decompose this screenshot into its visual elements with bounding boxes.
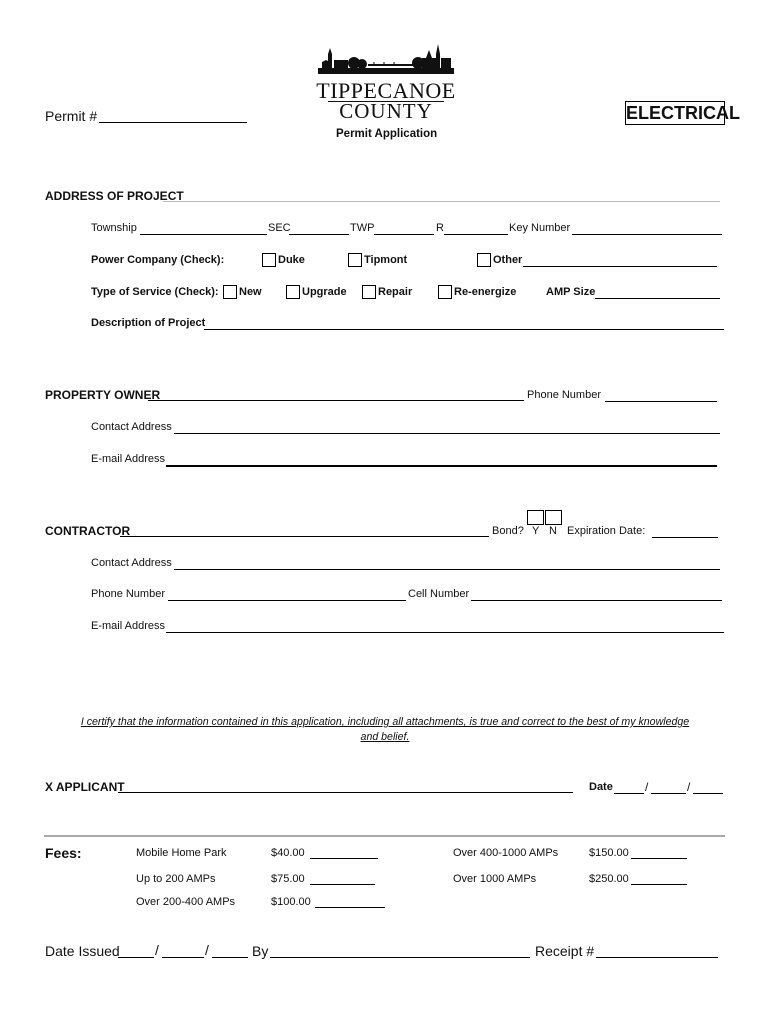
amp-size-field[interactable] [595,298,720,299]
bond-label: Bond? [492,525,524,537]
fee-desc-200-400: Over 200-400 AMPs [136,896,236,908]
bond-yes-checkbox[interactable] [527,510,544,525]
owner-heading: PROPERTY OWNER [45,388,161,402]
receipt-field[interactable] [596,957,718,958]
key-number-label: Key Number [509,222,571,234]
contractor-cell-field[interactable] [471,600,722,601]
checkbox-duke[interactable] [262,253,276,267]
fee-desc-200: Up to 200 AMPs [136,873,216,885]
amp-size-label: AMP Size [546,286,596,298]
sec-label: SEC [268,222,291,234]
checkbox-new[interactable] [223,285,237,299]
checkbox-upgrade[interactable] [286,285,300,299]
fee-desc-mobile-home: Mobile Home Park [136,847,227,859]
fee-desc-1000: Over 1000 AMPs [453,873,537,885]
permit-number-field[interactable] [99,122,247,123]
option-tipmont: Tipmont [364,254,408,266]
fee-amount-400-1000: $150.00 [589,847,629,859]
date-issued-month[interactable] [118,957,154,958]
checkbox-repair[interactable] [362,285,376,299]
county-logo [314,44,458,123]
option-repair: Repair [378,286,413,298]
certification-line1: I certify that the information contained in this application, including all attachments, is true and correct to the best of my knowledge [80,716,690,728]
twp-field[interactable] [374,234,434,235]
project-heading: ADDRESS OF PROJECT [45,189,184,203]
date-issued-label: Date Issued [45,943,120,959]
contractor-contact-field[interactable] [174,569,720,570]
key-number-field[interactable] [572,234,722,235]
applicant-date-month[interactable] [614,793,644,794]
owner-contact-field[interactable] [174,433,720,434]
fee-desc-400-1000: Over 400-1000 AMPs [453,847,559,859]
option-duke: Duke [278,254,305,266]
fee-field-400-1000[interactable] [631,858,687,859]
project-address-field[interactable] [163,201,720,202]
page-subtitle: Permit Application [336,128,438,140]
description-label: Description of Project [91,317,206,329]
township-label: Township [91,222,137,234]
owner-phone-label: Phone Number [527,389,601,401]
fee-amount-200-400: $100.00 [271,896,311,908]
fees-label: Fees: [45,845,82,861]
fee-field-1000[interactable] [631,884,687,885]
description-field[interactable] [204,329,724,330]
date-slash-1: / [645,780,649,794]
option-new: New [239,286,262,298]
other-field[interactable] [523,266,717,267]
skyline-icon [314,44,458,78]
township-field[interactable] [140,234,267,235]
contractor-phone-field[interactable] [168,600,406,601]
r-label: R [436,222,444,234]
contractor-contact-label: Contact Address [91,557,172,569]
contractor-heading: CONTRACTOR [45,524,131,538]
service-type-label: Type of Service (Check): [91,286,219,298]
bond-n-label: N [549,525,557,537]
fee-field-200[interactable] [310,884,375,885]
permit-type-box: ELECTRICAL [626,103,740,123]
twp-label: TWP [350,222,375,234]
owner-name-field[interactable] [148,400,524,401]
applicant-label: X APPLICANT [45,780,125,794]
certification-line2: and belief. [360,731,410,743]
bond-no-checkbox[interactable] [545,510,562,525]
checkbox-reenergize[interactable] [438,285,452,299]
power-company-label: Power Company (Check): [91,254,225,266]
checkbox-tipmont[interactable] [348,253,362,267]
applicant-date-year[interactable] [693,793,723,794]
contractor-email-field[interactable] [166,632,724,633]
sec-field[interactable] [289,234,349,235]
permit-number-label: Permit # [45,108,98,124]
applicant-date-label: Date [589,781,613,793]
r-field[interactable] [444,234,508,235]
by-field[interactable] [270,957,530,958]
logo-line1: TIPPECANOE [316,78,456,103]
contractor-email-label: E-mail Address [91,620,165,632]
option-reenergize: Re-energize [454,286,517,298]
option-upgrade: Upgrade [302,286,347,298]
checkbox-other[interactable] [477,253,491,267]
contractor-phone-label: Phone Number [91,588,165,600]
expiration-field[interactable] [652,537,718,538]
fee-amount-1000: $250.00 [589,873,629,885]
fee-field-200-400[interactable] [315,907,385,908]
certification-text [45,715,725,745]
bond-y-label: Y [532,525,540,537]
by-label: By [252,943,269,959]
fee-amount-200: $75.00 [271,873,305,885]
option-other: Other [493,254,523,266]
owner-email-field[interactable] [166,465,717,467]
logo-line2: COUNTY [339,99,433,123]
date-issued-day[interactable] [162,957,204,958]
issued-slash-1: / [155,942,159,958]
expiration-label: Expiration Date: [567,525,646,537]
owner-contact-label: Contact Address [91,421,172,433]
fee-field-mobile-home[interactable] [310,858,378,859]
date-slash-2: / [687,780,691,794]
date-issued-year[interactable] [212,957,248,958]
owner-phone-field[interactable] [605,401,717,402]
applicant-signature-field[interactable] [118,792,573,793]
section-divider [44,835,725,837]
receipt-label: Receipt # [535,943,595,959]
issued-slash-2: / [205,942,209,958]
fee-amount-mobile-home: $40.00 [271,847,305,859]
applicant-date-day[interactable] [651,793,686,794]
contractor-cell-label: Cell Number [408,588,470,600]
contractor-name-field[interactable] [120,536,489,537]
owner-email-label: E-mail Address [91,453,165,465]
